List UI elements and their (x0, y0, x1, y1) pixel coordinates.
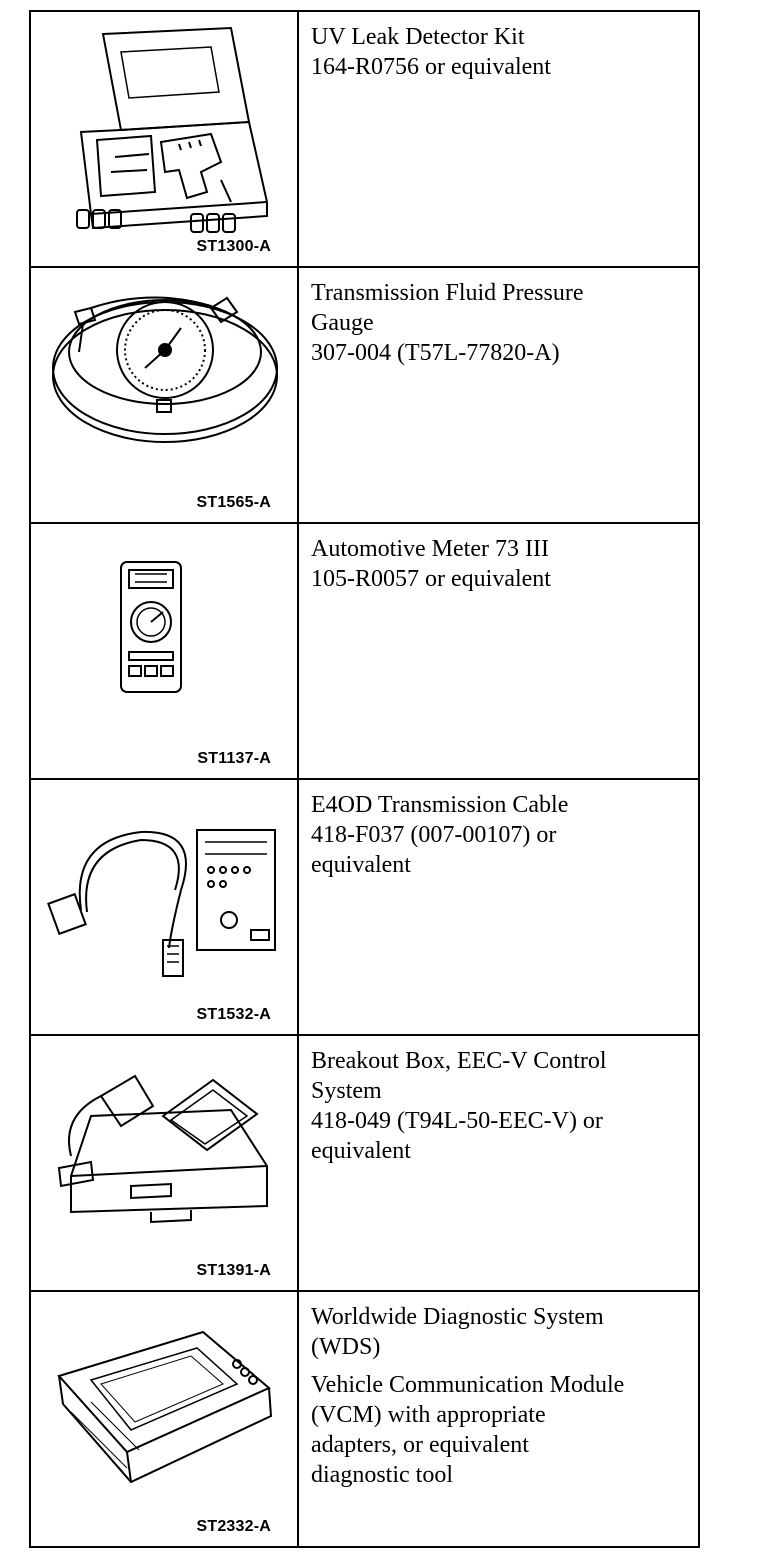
illustration-code: ST2332-A (196, 1518, 271, 1535)
tool-row (30, 267, 699, 523)
tool-description-cell (298, 11, 699, 267)
transmission-cable-illustration (31, 780, 299, 1032)
tool-row (30, 11, 699, 267)
uv-leak-detector-kit-illustration (31, 12, 299, 264)
tool-row (30, 523, 699, 779)
tool-name: UV Leak Detector Kit (311, 24, 525, 50)
tool-name: Vehicle Communication Module (311, 1372, 625, 1398)
tool-illustration-cell (30, 11, 298, 267)
tool-illustration-cell (30, 267, 298, 523)
tool-name: Transmission Fluid Pressure (311, 280, 584, 306)
tool-name: diagnostic tool (311, 1462, 453, 1488)
tool-row (30, 779, 699, 1035)
tool-part-number: 105-R0057 or equivalent (311, 566, 551, 592)
tool-part-number: 307-004 (T57L-77820-A) (311, 340, 560, 366)
pressure-gauge-illustration (31, 268, 299, 520)
illustration-code: ST1532-A (196, 1006, 271, 1023)
tool-name: Gauge (311, 310, 374, 336)
tool-description-cell (298, 1291, 699, 1547)
tool-illustration-cell (30, 1035, 298, 1291)
tool-description-cell (298, 523, 699, 779)
illustration-code: ST1300-A (196, 238, 271, 255)
tool-name: Breakout Box, EEC-V Control (311, 1048, 607, 1074)
tool-name: (VCM) with appropriate (311, 1402, 546, 1428)
illustration-code: ST1137-A (197, 750, 271, 767)
tool-name: System (311, 1078, 382, 1104)
breakout-box-illustration (31, 1036, 299, 1288)
tool-row (30, 1291, 699, 1547)
tool-description-cell (298, 267, 699, 523)
tool-illustration-cell (30, 523, 298, 779)
tool-description-cell (298, 779, 699, 1035)
tool-name: E4OD Transmission Cable (311, 792, 569, 818)
tool-description-cell (298, 1035, 699, 1291)
special-tools-table (29, 10, 700, 1548)
tool-name: Automotive Meter 73 III (311, 536, 549, 562)
tool-name: (WDS) (311, 1334, 381, 1360)
tool-part-number: equivalent (311, 852, 411, 878)
tool-name: Worldwide Diagnostic System (311, 1304, 604, 1330)
tool-illustration-cell (30, 1291, 298, 1547)
tool-part-number: 418-F037 (007-00107) or (311, 822, 557, 848)
tool-part-number: 164-R0756 or equivalent (311, 54, 551, 80)
automotive-meter-illustration (31, 524, 299, 776)
tool-part-number: 418-049 (T94L-50-EEC-V) or (311, 1108, 603, 1134)
tool-part-number: equivalent (311, 1138, 411, 1164)
diagnostic-system-illustration (31, 1292, 299, 1544)
illustration-code: ST1565-A (196, 494, 271, 511)
tool-row (30, 1035, 699, 1291)
illustration-code: ST1391-A (196, 1262, 271, 1279)
tool-name: adapters, or equivalent (311, 1432, 529, 1458)
tool-illustration-cell (30, 779, 298, 1035)
